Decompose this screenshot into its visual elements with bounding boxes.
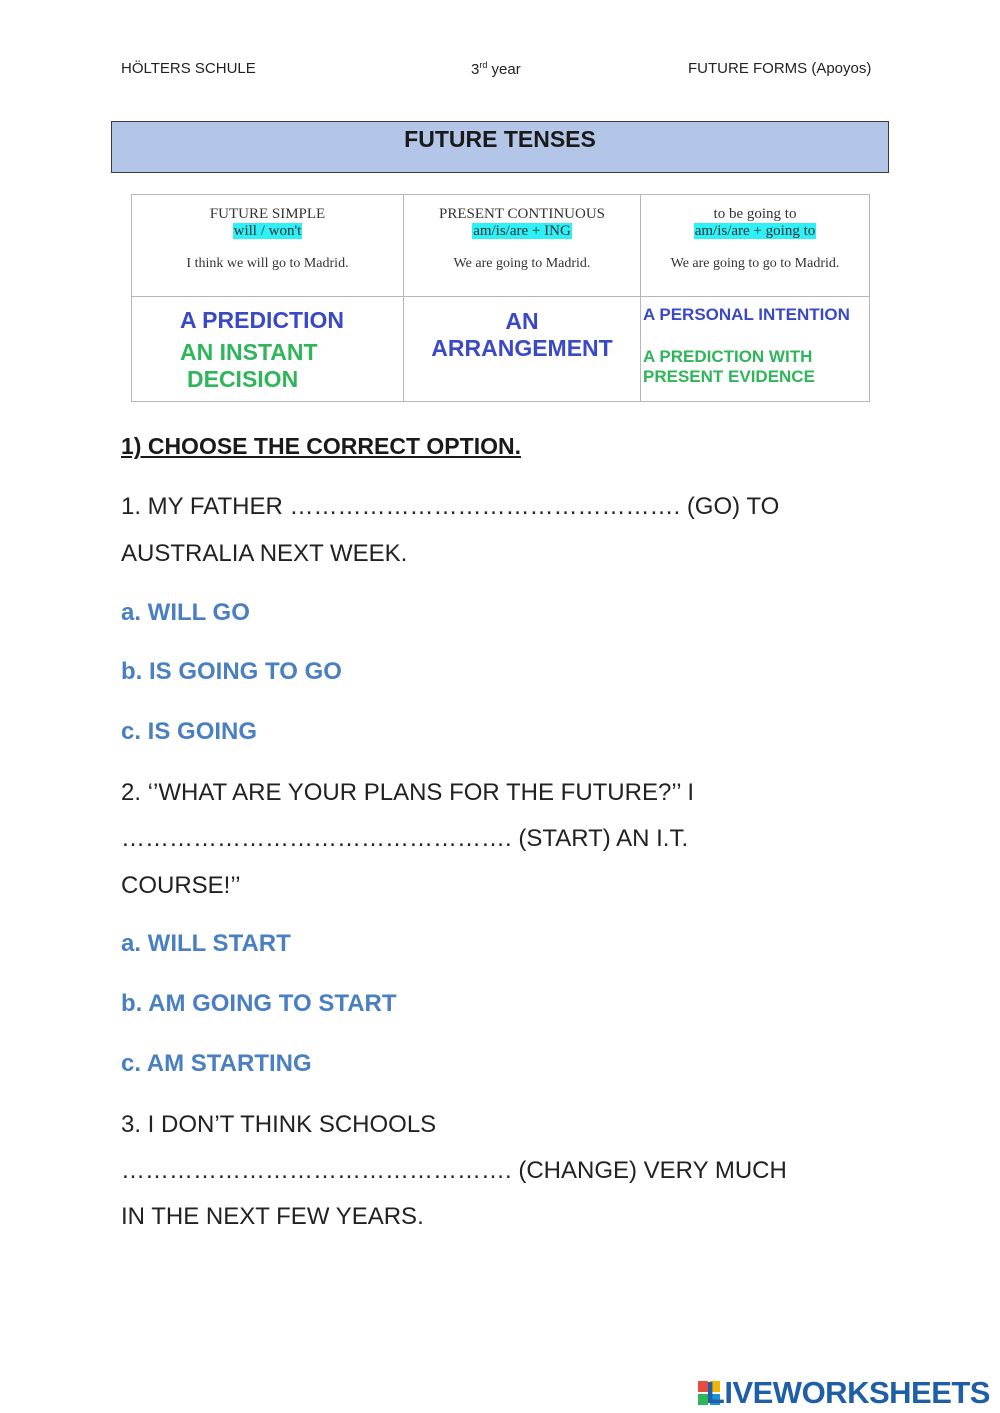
present-continuous-uses: [404, 297, 641, 402]
question-2-line-3: COURSE!’’: [121, 872, 241, 899]
q1-option-c[interactable]: c. IS GOING: [121, 718, 258, 745]
going-to-cell: [641, 195, 870, 297]
tense-example: We are going to go to Madrid.: [670, 256, 840, 271]
tense-name: to be going to: [713, 206, 797, 222]
use-prediction-evidence-1: A PREDICTION WITH: [643, 347, 813, 366]
future-simple-cell: [132, 195, 404, 297]
q2-option-a[interactable]: a. WILL START: [121, 930, 291, 957]
tense-name: PRESENT CONTINUOUS: [439, 206, 605, 222]
q1-option-b[interactable]: b. IS GOING TO GO: [121, 658, 342, 685]
worksheet-topic: FUTURE FORMS (Apoyos): [688, 60, 872, 77]
tenses-table: [131, 194, 870, 402]
tense-form: am/is/are + ING: [473, 223, 571, 239]
tense-example: We are going to Madrid.: [453, 256, 591, 271]
use-prediction: A PREDICTION: [180, 307, 344, 333]
forms-row: [132, 195, 870, 297]
school-year: [471, 60, 521, 78]
tense-form: will / won't: [233, 223, 302, 239]
future-simple-uses: [132, 297, 404, 402]
school-name: HÖLTERS SCHULE: [121, 60, 256, 77]
uses-row: [132, 297, 870, 402]
tense-form: am/is/are + going to: [694, 223, 816, 239]
page-title: FUTURE TENSES: [404, 126, 596, 152]
q2-option-b[interactable]: b. AM GOING TO START: [121, 990, 397, 1017]
year-number: 3: [471, 61, 480, 78]
tense-name: FUTURE SIMPLE: [209, 206, 326, 222]
year-suffix: rd: [479, 60, 488, 70]
use-arrangement-2: ARRANGEMENT: [431, 335, 613, 361]
year-word: year: [491, 61, 521, 78]
question-1-line-2: AUSTRALIA NEXT WEEK.: [121, 540, 408, 567]
q2-option-c[interactable]: c. AM STARTING: [121, 1050, 312, 1077]
tense-example: I think we will go to Madrid.: [186, 256, 349, 271]
going-to-uses: [641, 297, 870, 402]
use-arrangement-1: AN: [505, 308, 539, 334]
present-continuous-cell: [404, 195, 641, 297]
question-1-line-1: 1. MY FATHER …………………………………………. (GO) TO: [121, 493, 780, 520]
exercise-heading: 1) CHOOSE THE CORRECT OPTION.: [121, 433, 521, 459]
question-2-line-2: …………………………………………. (START) AN I.T.: [121, 825, 689, 852]
use-instant-decision-2: DECISION: [187, 366, 299, 392]
question-3-line-2: …………………………………………. (CHANGE) VERY MUCH: [121, 1157, 787, 1184]
q1-option-a[interactable]: a. WILL GO: [121, 599, 250, 626]
question-2-line-1: 2. ‘’WHAT ARE YOUR PLANS FOR THE FUTURE?’’ I: [121, 779, 694, 806]
question-3-line-3: IN THE NEXT FEW YEARS.: [121, 1203, 424, 1230]
use-instant-decision: AN INSTANT: [180, 339, 318, 365]
question-3-line-1: 3. I DON’T THINK SCHOOLS: [121, 1111, 437, 1138]
use-personal-intention: A PERSONAL INTENTION: [643, 305, 850, 324]
liveworksheets-brand[interactable]: LIVEWORKSHEETS: [705, 1375, 990, 1410]
title-banner: [111, 121, 889, 173]
use-prediction-evidence-2: PRESENT EVIDENCE: [643, 367, 815, 386]
